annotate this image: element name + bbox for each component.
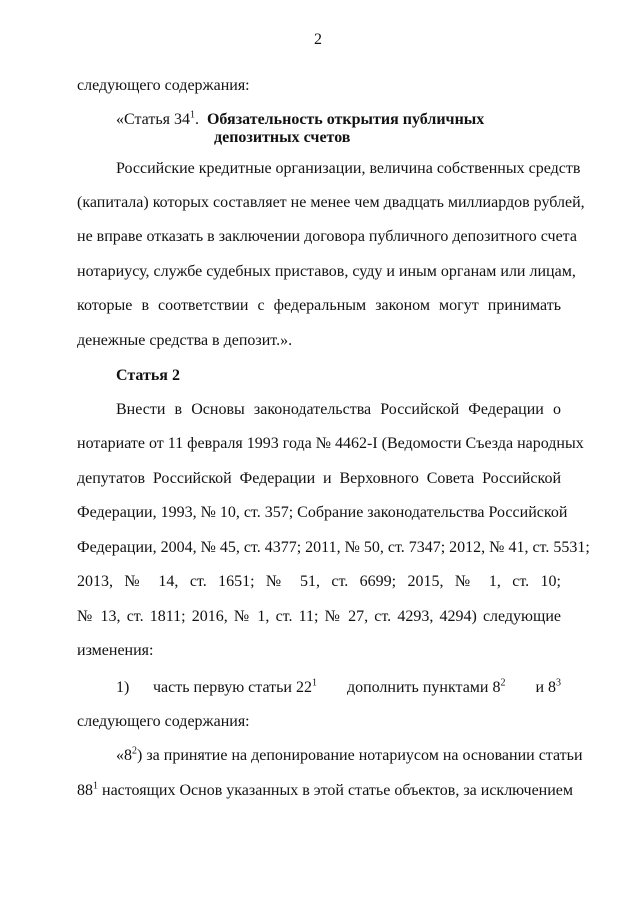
item-1-part-b: дополнить пунктами $8^2$: [346, 677, 506, 696]
article-2-heading: Статья 2: [116, 367, 180, 384]
article-34-heading: [116, 110, 484, 130]
article-34-title-line2: депозитных счетов: [214, 129, 351, 146]
para2-line: нотариате от 11 февраля 1993 года № 4462-I (Ведомости Съезда народных: [77, 435, 584, 452]
item-1-number: 1): [116, 679, 130, 696]
article-34-superscript: 1: [189, 109, 195, 121]
item-1-line2: следующего содержания:: [77, 713, 250, 730]
para1-line: которые в соответствии с федеральным законом могут принимать: [77, 297, 561, 314]
article-34-title-line1: Обязательность открытия публичных: [206, 111, 485, 128]
para1-line: нотариусу, службе судебных приставов, суду и иным органам или лицам,: [77, 263, 576, 280]
para2-line: Внести в Основы законодательства Российской Федерации о: [116, 401, 561, 418]
para2-line: № 13, ст. 1811; 2016, № 1, ст. 11; № 27, ст. 4293, 4294) следующие: [77, 608, 561, 625]
para1-line: не вправе отказать в заключении договора публичного депозитного счета: [77, 228, 577, 245]
article-34-dot: .: [194, 111, 199, 128]
item-1-text: [153, 678, 561, 698]
para2-line: Федерации, 1993, № 10, ст. 357; Собрание законодательства Российской: [77, 504, 568, 521]
para1-line: (капитала) которых составляет не менее чем двадцать миллиардов рублей,: [77, 194, 585, 211]
page-number: 2: [314, 31, 322, 48]
article-34-prefix: «Статья 34: [116, 111, 190, 128]
para2-line: 2013, № 14, ст. 1651; № 51, ст. 6699; 2015, № 1, ст. 10;: [77, 573, 561, 590]
item-1-part-a: часть первую статьи $22^1$: [153, 677, 317, 696]
para2-line: депутатов Российской Федерации и Верховного Совета Российской: [77, 470, 561, 487]
para2-last-line: изменения:: [77, 642, 154, 659]
para2-line: Федерации, 2004, № 45, ст. 4377; 2011, № 50, ст. 7347; 2012, № 41, ст. 5531;: [77, 539, 590, 556]
para1-last-line: денежные средства в депозит.».: [77, 332, 293, 349]
quote-line2: $88^1$ настоящих Основ указанных в этой статье объектов, за исключением: [77, 780, 574, 799]
intro-line: следующего содержания:: [77, 77, 250, 94]
quote-line1: «$8^2$) за принятие на депонирование нотариусом на основании статьи: [116, 745, 583, 764]
para1-line: Российские кредитные организации, величина собственных средств: [116, 160, 581, 177]
item-1-part-c: и $8^3$: [535, 677, 561, 696]
